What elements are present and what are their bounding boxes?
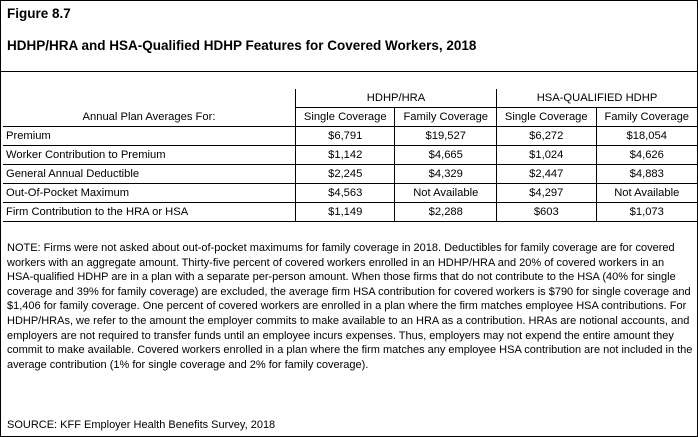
table-cell: $2,245 bbox=[296, 165, 395, 184]
table-row bbox=[3, 184, 697, 203]
table-row bbox=[3, 203, 697, 222]
table-row bbox=[3, 127, 697, 146]
row-header-label: Annual Plan Averages For: bbox=[3, 108, 296, 127]
col-header-hsa-single: Single Coverage bbox=[497, 108, 596, 127]
features-table bbox=[3, 89, 697, 222]
table-cell: $2,447 bbox=[497, 165, 596, 184]
table-row bbox=[3, 165, 697, 184]
row-label: Out-Of-Pocket Maximum bbox=[3, 184, 296, 203]
row-label: Premium bbox=[3, 127, 296, 146]
table-cell: $18,054 bbox=[596, 127, 697, 146]
group-header-hsa-hdhp: HSA-QUALIFIED HDHP bbox=[497, 89, 697, 108]
source-line: SOURCE: KFF Employer Health Benefits Survey, 2018 bbox=[7, 419, 276, 431]
table-cell: Not Available bbox=[596, 184, 697, 203]
table-cell: $19,527 bbox=[395, 127, 497, 146]
table-cell: $1,024 bbox=[497, 146, 596, 165]
row-label: Firm Contribution to the HRA or HSA bbox=[3, 203, 296, 222]
table-cell: $1,073 bbox=[596, 203, 697, 222]
col-header-hra-single: Single Coverage bbox=[296, 108, 395, 127]
row-label: General Annual Deductible bbox=[3, 165, 296, 184]
table-cell: $4,626 bbox=[596, 146, 697, 165]
table-cell: $4,329 bbox=[395, 165, 497, 184]
group-header-spacer bbox=[3, 89, 296, 108]
table-cell: $603 bbox=[497, 203, 596, 222]
table-column-header-row bbox=[3, 108, 697, 127]
col-header-hra-family: Family Coverage bbox=[395, 108, 497, 127]
table-cell: $6,791 bbox=[296, 127, 395, 146]
col-header-hsa-family: Family Coverage bbox=[596, 108, 697, 127]
figure-title: HDHP/HRA and HSA-Qualified HDHP Features for Covered Workers, 2018 bbox=[7, 38, 477, 53]
group-header-hdhp-hra: HDHP/HRA bbox=[296, 89, 497, 108]
table-row bbox=[3, 146, 697, 165]
title-divider bbox=[1, 71, 698, 72]
table-cell: $4,883 bbox=[596, 165, 697, 184]
table-cell: $6,272 bbox=[497, 127, 596, 146]
table-cell: $2,288 bbox=[395, 203, 497, 222]
table-cell: $4,297 bbox=[497, 184, 596, 203]
table-group-header-row bbox=[3, 89, 697, 108]
table-note: NOTE: Firms were not asked about out-of-pocket maximums for family coverage in 2018. Deductibles for family coverage are for covered workers with an aggregate amount. Thirty-five percent of covered workers enrolled in an HDHP/HRA and 20% of covered workers in an HSA-qualified HDHP are in a plan with a separate per-person amount. When those firms that do not contribute to the HSA (40% for single coverage and 39% for family coverage) are excluded, the average firm HSA contribution for covered workers is $790 for single coverage and $1,406 for family coverage. One percent of covered workers are enrolled in a plan where the firm matches employee HSA contributions. For HDHP/HRAs, we refer to the amount the employer commits to make available to an HRA as a contribution. HRAs are notional accounts, and employers are not required to transfer funds until an employee incurs expenses. Thus, employers may not expend the entire amount they commit to make available. Covered workers enrolled in a plan where the firm matches any employee HSA contribution are not included in the average contribution (1% for single coverage and 2% for family coverage). bbox=[7, 242, 693, 371]
table-cell: $4,665 bbox=[395, 146, 497, 165]
table-cell: $1,142 bbox=[296, 146, 395, 165]
row-label: Worker Contribution to Premium bbox=[3, 146, 296, 165]
table-cell: Not Available bbox=[395, 184, 497, 203]
table-cell: $4,563 bbox=[296, 184, 395, 203]
figure-label: Figure 8.7 bbox=[7, 6, 71, 21]
table-cell: $1,149 bbox=[296, 203, 395, 222]
